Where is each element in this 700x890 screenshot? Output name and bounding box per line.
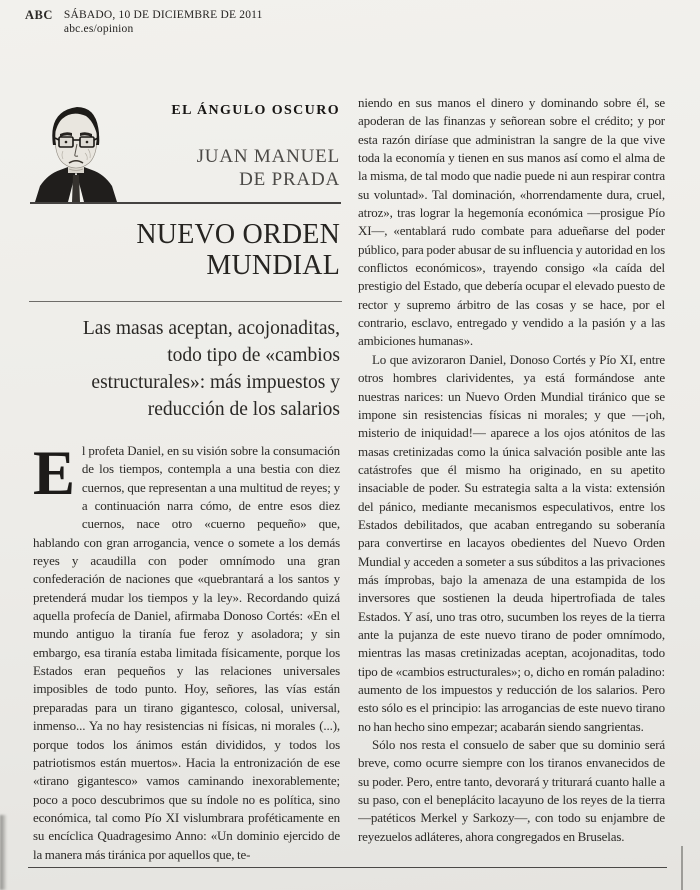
author-name-line2: DE PRADA <box>239 169 340 190</box>
drop-cap: E <box>33 442 75 508</box>
article-headline <box>33 219 340 281</box>
headline-line1: NUEVO ORDEN <box>136 219 340 250</box>
headline-line2: MUNDIAL <box>206 250 340 281</box>
deck-line: Las masas aceptan, acojonaditas, <box>82 318 340 339</box>
author-portrait-illustration <box>33 99 119 202</box>
article-deck <box>36 315 340 423</box>
deck-line: reducción de los salarios <box>147 399 340 420</box>
dateline <box>64 8 263 36</box>
deck-line: todo tipo de «cambios <box>167 345 340 366</box>
scan-smudge-left-edge <box>0 815 7 890</box>
masthead <box>25 8 263 36</box>
author-portrait <box>33 99 119 202</box>
article-body-left-column <box>33 442 340 865</box>
article-paragraph <box>33 442 340 864</box>
scan-page-edge-line <box>681 846 683 890</box>
deck-line: estructurales»: más impuestos y <box>91 372 340 393</box>
author-name <box>120 145 340 191</box>
article-paragraph: Lo que avizoraron Daniel, Donoso Cortés y Pío XI, entre otros hombres clarividentes, ya está formándose ante nuestras narices: un Nuevo Orden Mundial tiránico que se impone sin resistencias físicas ni morales; y que —¡oh, misterio de iniquidad!— aparece a los ojos atónitos de las masas cretinizadas como la única salvación posible ante las catástrofes que él mismo ha originado, en su apetito insaciable de poder. Su estrategia salta a la vista: extensión del pánico, mediante mecanismos especulativos, entre los Estados debilitados, que acaban entregando su soberanía para convertirse en lacayos obedientes del Nuevo Orden Mundial y acceden a someter a sus súbditos a las privaciones más ímprobas, bajo la amenaza de una estampida de los inversores que sostienen la deuda hipertrofiada de tales Estados. Y así, uno tras otro, sucumben los reyes de la tierra ante la pujanza de este nuevo tirano de poder omnímodo, mientras las masas cretinizadas aceptan, acojonaditas, todo tipo de «cambios estructurales»; o, dicho en román paladino: aumento de los impuestos y reducción de los salarios. Pero esto sólo es el principio: las arrogancias de este nuevo tirano no han hecho sino empezar; acabarán siendo sangrientas. <box>358 351 665 734</box>
section-url: abc.es/opinion <box>63 23 134 35</box>
deck-divider-rule <box>29 301 342 302</box>
newspaper-brand: ABC <box>25 8 53 22</box>
header-divider-rule <box>30 202 341 204</box>
column-kicker: EL ÁNGULO OSCURO <box>171 103 340 118</box>
article-body-right-column <box>358 94 665 847</box>
article-paragraph: niendo en sus manos el dinero y dominando sobre él, se apoderan de las finanzas y señorean sobre el crédito; y por esta razón diríase que administran la sangre de la que vive toda la economía y tienen en sus manos así como el alma de la misma, de tal modo que nadie puede ni aun respirar contra su voluntad». Tal dominación, «horrendamente dura, cruel, atroz», tras lograr la hegemonía económica —prosigue Pío XI—, «entablará rudo combate para adueñarse del poder público, para poder abusar de su influencia y autoridad en los conflictos económicos», trayendo consigo «la caída del prestigio del Estado, que debería ocupar el elevado puesto de rector y supremo árbitro de las cosas y se hace, por el contrario, esclavo, entregado y vendido a la pasión y a las ambiciones humanas». <box>358 95 665 349</box>
author-name-line1: JUAN MANUEL <box>196 146 340 167</box>
bottom-rule <box>28 867 667 868</box>
article-text-left: l profeta Daniel, en su visión sobre la consumación de los tiempos, contempla a una bestia con diez cuernos, que representan a una multitud de reyes; y a continuación narra cómo, de entre esos diez cuernos, nace otro «cuerno pequeño» que, hablando con gran arrogancia, vence o somete a los demás reyes y acaudilla con poder omnímodo una gran confederación de naciones que «quebrantará a los santos y pretenderá mudar los tiempos y la ley». Recordando quizá aquella profecía de Daniel, afirmaba Donoso Cortés: «En el mundo antiguo la tiranía fue feroz y asoladora; y sin embargo, esa tiranía estaba limitada físicamente, porque los Estados eran pequeños y las relaciones universales imposibles de todo punto. Hoy, señores, las vías están preparadas para un tirano gigantesco, colosal, universal, inmenso... Ya no hay resistencias ni físicas, ni morales (...), porque todos los ánimos están divididos, y todos los patriotismos están muertos». Hacia la entronización de ese «tirano gigantesco» vamos caminando inexorablemente; poco a poco descubrimos que su índole no es política, sino económica, tal como Pío XI vislumbrara proféticamente en su encíclica Quadragesimo Anno: «Un dominio ejercido de la manera más tiránica por aquellos que, te- <box>33 443 340 862</box>
article-paragraph: Sólo nos resta el consuelo de saber que su dominio será breve, como ocurre siempre con los tiranos envanecidos de su poder. Pero, entre tanto, devorará y triturará cuanto halle a su paso, con el beneplácito lacayuno de los reyes de la tierra —patéticos Merkel y Sarkozy—, con todo su enjambre de reyezuelos adláteres, ahora congregados en Bruselas. <box>358 737 665 844</box>
edition-date: SÁBADO, 10 DE DICIEMBRE DE 2011 <box>63 9 263 21</box>
